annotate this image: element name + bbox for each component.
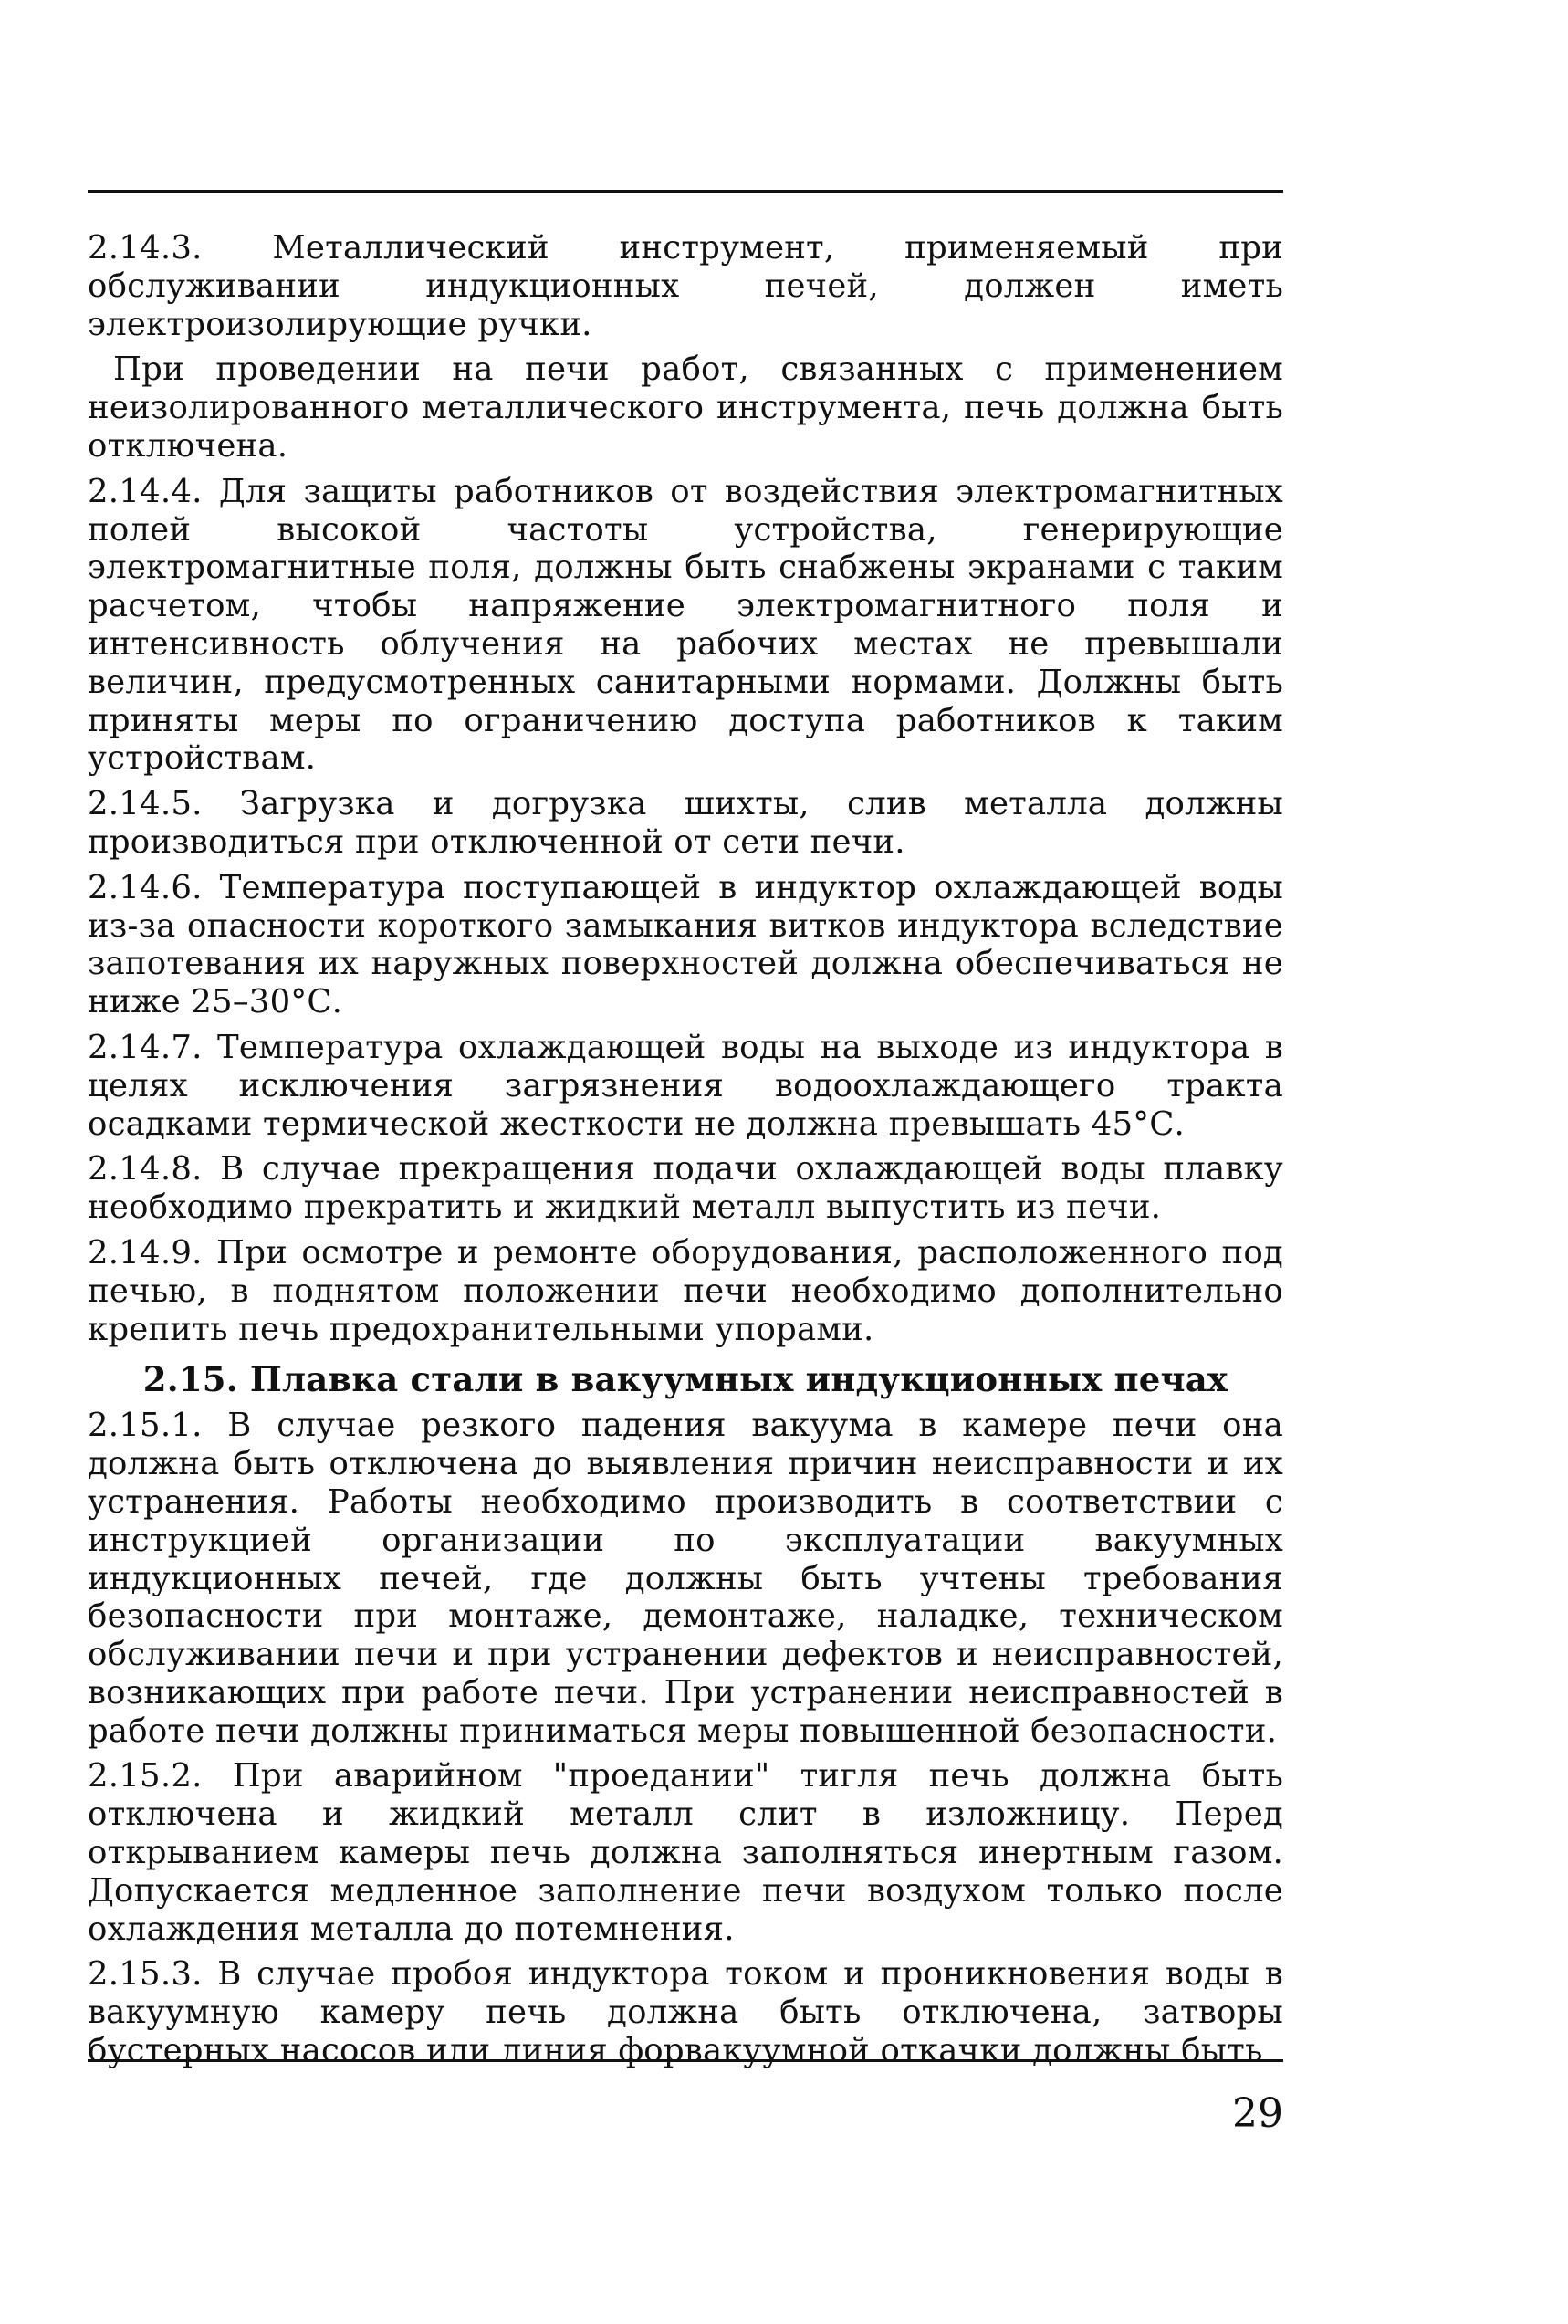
paragraph-2-14-4: 2.14.4. Для защиты работников от воздействия электромагнитных полей высокой частоты устройства, генерирующие электромагнитные поля, должны быть снабжены экранами с таким расчетом, чтобы напряжение электромагнитного поля и интенсивность облучения на рабочих местах не превышали величин, предусмотренных санитарными нормами. Должны быть приняты меры по ограничению доступа работников к таким устройствам. xyxy=(88,472,1283,778)
paragraph-2-14-9: 2.14.9. При осмотре и ремонте оборудования, расположенного под печью, в поднятом положении печи необходимо дополнительно крепить печь предохранительными упорами. xyxy=(88,1233,1283,1348)
paragraph-2-14-3-cont: При проведении на печи работ, связанных с применением неизолированного металлического инструмента, печь должна быть отключена. xyxy=(88,351,1283,465)
paragraph-2-14-8: 2.14.8. В случае прекращения подачи охлаждающей воды плавку необходимо прекратить и жидкий металл выпустить из печи. xyxy=(88,1150,1283,1227)
top-rule xyxy=(88,190,1283,193)
bottom-rule xyxy=(88,2059,1283,2062)
paragraph-2-15-2: 2.15.2. При аварийном "проедании" тигля печь должна быть отключена и жидкий металл слит в изложницу. Перед открыванием камеры печь должна заполняться инертным газом. Допускается медленное заполнение печи воздухом только после охлаждения металла до потемнения. xyxy=(88,1757,1283,1948)
paragraph-2-15-1: 2.15.1. В случае резкого падения вакуума в камере печи она должна быть отключена до выявления причин неисправности и их устранения. Работы необходимо производить в соответствии с инструкцией организации по эксплуатации вакуумных индукционных печей, где должны быть учтены требования безопасности при монтаже, демонтаже, наладке, техническом обслуживании печи и при устранении дефектов и неисправностей, возникающих при работе печи. При устранении неисправностей в работе печи должны приниматься меры повышенной безопасности. xyxy=(88,1407,1283,1750)
paragraph-2-14-7: 2.14.7. Температура охлаждающей воды на выходе из индуктора в целях исключения загрязнения водоохлаждающего тракта осадками термической жесткости не должна превышать 45°С. xyxy=(88,1028,1283,1143)
paragraph-2-15-3: 2.15.3. В случае пробоя индуктора током и проникновения воды в вакуумную камеру печь должна быть отключена, затворы бустерных насосов или линия форвакуумной откачки должны быть xyxy=(88,1955,1283,2070)
paragraph-2-14-6: 2.14.6. Температура поступающей в индуктор охлаждающей воды из-за опасности короткого замыкания витков индуктора вследствие запотевания их наружных поверхностей должна обеспечиваться не ниже 25–30°С. xyxy=(88,868,1283,1021)
page-number: 29 xyxy=(1232,2090,1283,2137)
page-body xyxy=(88,190,1283,2070)
paragraph-2-14-5: 2.14.5. Загрузка и догрузка шихты, слив металла должны производиться при отключенной от сети печи. xyxy=(88,785,1283,861)
footer xyxy=(88,2059,1283,2062)
text-block xyxy=(88,229,1283,2070)
paragraph-2-14-3: 2.14.3. Металлический инструмент, применяемый при обслуживании индукционных печей, должен иметь электроизолирующие ручки. xyxy=(88,229,1283,343)
section-heading: 2.15. Плавка стали в вакуумных индукционных печах xyxy=(142,1359,1228,1400)
